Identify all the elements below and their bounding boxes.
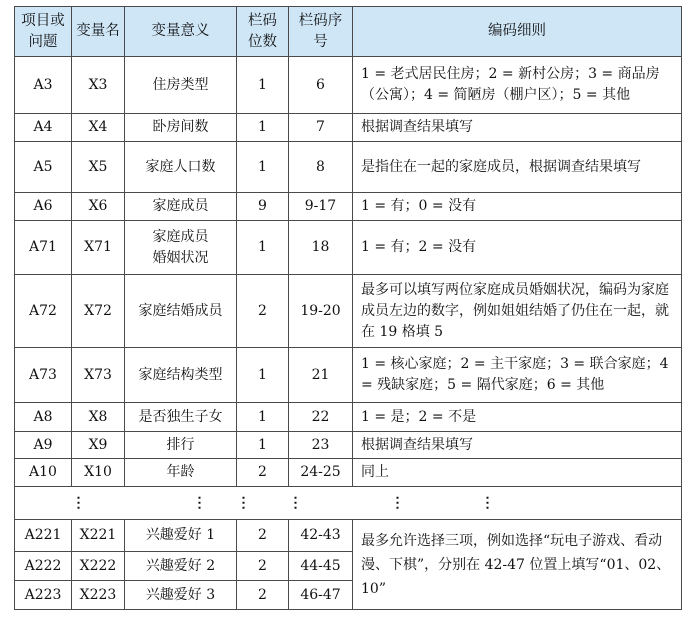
cell-rule: 1 = 核心家庭；2 = 主干家庭；3 = 联合家庭；4 = 残缺家庭；5 = 隔代家庭；6 = 其他 [353,348,682,403]
cell-seq: 18 [289,221,353,275]
cell-seq: 46-47 [289,581,353,610]
cell-item: A72 [15,275,72,348]
header-seq: 栏码序号 [289,7,353,57]
table-row [15,57,682,114]
table-row [15,275,682,348]
cell-meaning: 家庭结构类型 [125,348,237,403]
cell-item: A221 [15,520,72,552]
cell-meaning: 家庭成员 [125,193,237,221]
cell-meaning: 是否独生子女 [125,403,237,432]
cell-seq: 6 [289,57,353,114]
cell-rule: 1 = 有；0 = 没有 [353,193,682,221]
cell-seq: 19-20 [289,275,353,348]
cell-digits: 1 [237,348,289,403]
cell-item: A223 [15,581,72,610]
cell-var: X9 [72,432,125,459]
cell-seq: 44-45 [289,552,353,581]
cell-var: X71 [72,221,125,275]
table-row [15,114,682,142]
cell-seq: 7 [289,114,353,142]
cell-var: X223 [72,581,125,610]
cell-digits: 2 [237,520,289,552]
cell-var: X3 [72,57,125,114]
header-rule: 编码细则 [353,7,682,57]
cell-digits: 2 [237,459,289,487]
ellipsis-mark: ⋮ [480,494,495,511]
cell-digits: 9 [237,193,289,221]
table-row [15,142,682,193]
cell-rule: 1 = 老式居民住房；2 = 新村公房；3 = 商品房（公寓）；4 = 简陋房（棚户区）；5 = 其他 [353,57,682,114]
ellipsis-mark: ⋮ [390,494,405,511]
cell-rule: 最多可以填写两位家庭成员婚姻状况，编码为家庭成员左边的数字，例如姐姐结婚了仍住在一起，就在 19 格填 5 [353,275,682,348]
coding-table [14,6,682,610]
cell-var: X221 [72,520,125,552]
cell-meaning: 年龄 [125,459,237,487]
cell-seq: 9-17 [289,193,353,221]
cell-item: A222 [15,552,72,581]
cell-item: A8 [15,403,72,432]
cell-rule: 同上 [353,459,682,487]
cell-digits: 1 [237,114,289,142]
cell-meaning: 家庭成员婚姻状况 [125,221,237,275]
cell-var: X222 [72,552,125,581]
cell-var: X6 [72,193,125,221]
table-row [15,520,682,552]
cell-seq: 22 [289,403,353,432]
cell-meaning: 家庭人口数 [125,142,237,193]
cell-item: A5 [15,142,72,193]
cell-meaning: 家庭结婚成员 [125,275,237,348]
cell-item: A9 [15,432,72,459]
cell-seq: 21 [289,348,353,403]
cell-item: A6 [15,193,72,221]
cell-seq: 8 [289,142,353,193]
cell-digits: 1 [237,432,289,459]
ellipsis-mark: ⋮ [237,487,289,520]
cell-meaning: 住房类型 [125,57,237,114]
ellipsis-mark: ⋮ [289,487,353,520]
cell-meaning: 卧房间数 [125,114,237,142]
cell-digits: 2 [237,581,289,610]
cell-rule: 1 = 是；2 = 不是 [353,403,682,432]
cell-digits: 1 [237,403,289,432]
cell-digits: 1 [237,142,289,193]
cell-item: A10 [15,459,72,487]
cell-item: A3 [15,57,72,114]
cell-var: X8 [72,403,125,432]
cell-var: X73 [72,348,125,403]
cell-rule-interest: 最多允许选择三项，例如选择“玩电子游戏、看动漫、下棋”，分别在 42-47 位置上填写“01、02、10” [353,520,682,610]
cell-meaning: 排行 [125,432,237,459]
cell-seq: 24-25 [289,459,353,487]
cell-rule: 1 = 有；2 = 没有 [353,221,682,275]
cell-item: A73 [15,348,72,403]
ellipsis-mark: ⋮ [125,487,237,520]
cell-digits: 1 [237,221,289,275]
header-row [15,7,682,57]
ellipsis-mark: ⋮ [72,487,125,520]
cell-item: A4 [15,114,72,142]
cell-digits: 2 [237,552,289,581]
cell-meaning: 兴趣爱好 1 [125,520,237,552]
cell-rule: 是指住在一起的家庭成员，根据调查结果填写 [353,142,682,193]
coding-table-container [14,6,682,610]
header-meaning: 变量意义 [125,7,237,57]
table-row [15,193,682,221]
cell-rule: 根据调查结果填写 [353,432,682,459]
table-row [15,432,682,459]
cell-var: X4 [72,114,125,142]
cell-var: X72 [72,275,125,348]
table-row [15,348,682,403]
header-var: 变量名 [72,7,125,57]
cell-var: X5 [72,142,125,193]
cell-var: X10 [72,459,125,487]
cell-seq: 42-43 [289,520,353,552]
cell-meaning: 兴趣爱好 3 [125,581,237,610]
header-digits: 栏码位数 [237,7,289,57]
table-row [15,403,682,432]
table-row [15,459,682,487]
table-row [15,221,682,275]
ellipsis-row [15,487,682,520]
cell-meaning: 兴趣爱好 2 [125,552,237,581]
cell-rule: 根据调查结果填写 [353,114,682,142]
header-item: 项目或问题 [15,7,72,57]
cell-item: A71 [15,221,72,275]
cell-digits: 2 [237,275,289,348]
cell-digits: 1 [237,57,289,114]
cell-seq: 23 [289,432,353,459]
